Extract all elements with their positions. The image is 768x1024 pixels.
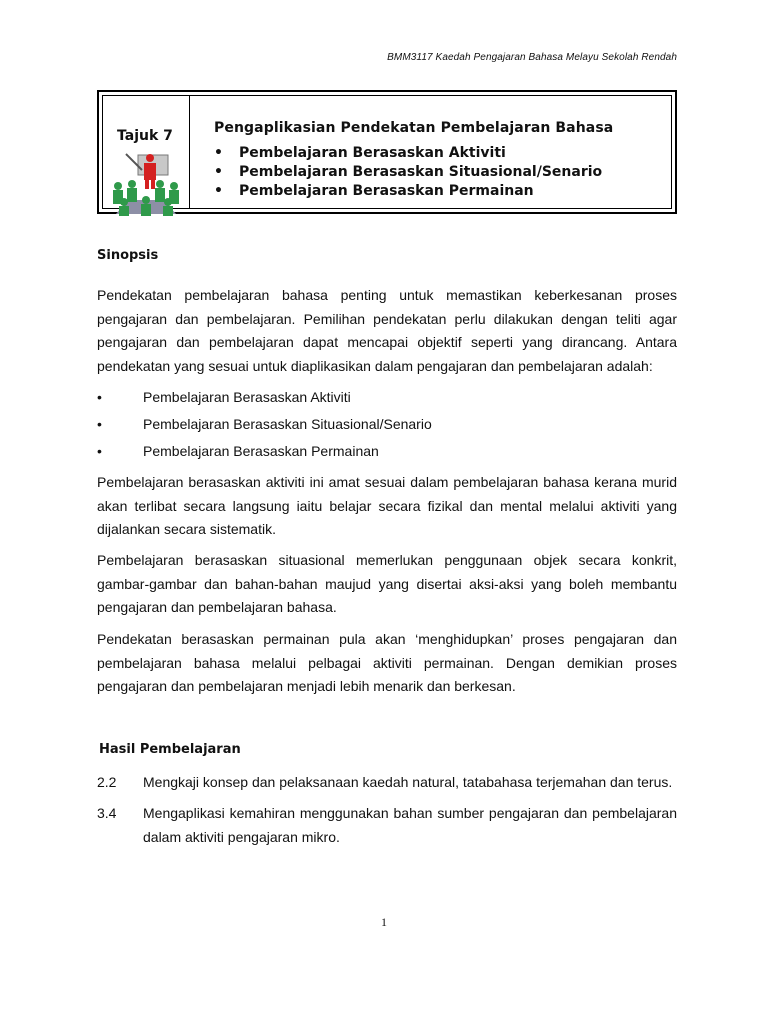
approach-bullet-item: • Pembelajaran Berasaskan Permainan [97, 440, 432, 467]
topic-divider [189, 96, 190, 208]
approach-bullet-item: • Pembelajaran Berasaskan Aktiviti [97, 386, 432, 413]
outcome-item [97, 801, 677, 849]
topic-list-item: • Pembelajaran Berasaskan Permainan [214, 182, 602, 201]
topic-box-inner [102, 95, 672, 209]
outcome-number: 3.4 [97, 805, 117, 821]
topic-list [214, 144, 602, 201]
approach-bullet-list [97, 386, 432, 467]
topic-list-item: • Pembelajaran Berasaskan Situasional/Senario [214, 163, 602, 182]
topic-title: Pengaplikasian Pendekatan Pembelajaran Bahasa [214, 120, 614, 136]
game-paragraph: Pendekatan berasaskan permainan pula akan ‘menghidupkan’ proses pengajaran dan pembelajaran bahasa melalui pelbagai aktiviti permainan. Dengan demikian proses pengajaran dan pembelajaran menjadi lebih menarik dan berkesan. [97, 631, 677, 694]
outcome-text: Mengaplikasi kemahiran menggunakan bahan sumber pengajaran dan pembelajaran dalam aktiviti pengajaran mikro. [143, 805, 677, 845]
sinopsis-intro: Pendekatan pembelajaran bahasa penting untuk memastikan keberkesanan proses pengajaran dan pembelajaran. Pemilihan pendekatan perlu dilakukan dengan teliti agar pengajaran dan pembelajaran dapat mencapai objektif seperti yang dirancang. Antara pendekatan yang sesuai untuk diaplikasikan dalam pengajaran dan pembelajaran adalah: [97, 287, 677, 374]
outcomes-heading: Hasil Pembelajaran [99, 742, 241, 757]
topic-list-item: • Pembelajaran Berasaskan Aktiviti [214, 144, 602, 163]
outcome-number: 2.2 [97, 774, 117, 790]
running-header: BMM3117 Kaedah Pengajaran Bahasa Melayu Sekolah Rendah [387, 52, 677, 63]
topic-box [97, 90, 677, 214]
page-number: 1 [381, 915, 387, 929]
sinopsis-heading: Sinopsis [97, 248, 159, 263]
teacher-presentation-icon [108, 150, 184, 216]
situational-paragraph: Pembelajaran berasaskan situasional memerlukan penggunaan objek secara konkrit, gambar-gambar dan bahan-bahan maujud yang disertai aksi-aksi yang boleh membantu pengajaran dan pembelajaran bahasa. [97, 552, 677, 615]
outcome-item [97, 770, 677, 794]
approach-bullet-item: • Pembelajaran Berasaskan Situasional/Senario [97, 413, 432, 440]
outcome-text: Mengkaji konsep dan pelaksanaan kaedah natural, tatabahasa terjemahan dan terus. [143, 774, 673, 790]
topic-label: Tajuk 7 [117, 128, 173, 144]
activity-paragraph: Pembelajaran berasaskan aktiviti ini amat sesuai dalam pembelajaran bahasa kerana murid akan terlibat secara langsung iaitu belajar secara fizikal dan mental melalui aktiviti yang dijalankan secara sistematik. [97, 474, 677, 537]
